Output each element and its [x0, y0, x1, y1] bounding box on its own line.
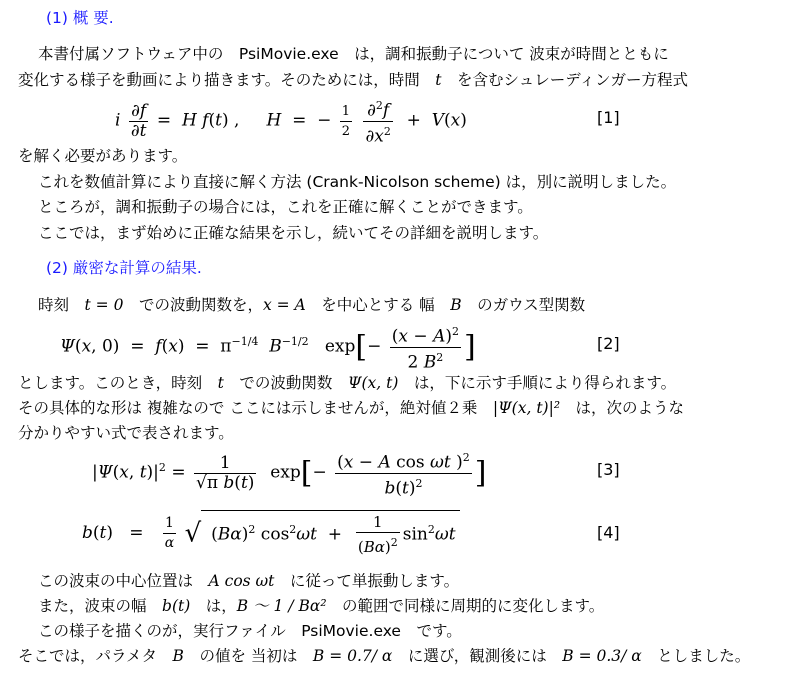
var-b-initial: B = 0.7/ α: [312, 647, 393, 665]
var-x-eq-a: x = A: [262, 296, 306, 314]
equation-2-number: [2]: [597, 334, 620, 353]
var-psi: Ψ(x, t): [347, 374, 399, 392]
text-run: の範囲で同様に周期的に変化します。: [326, 597, 605, 615]
text-run: での波動関数を，: [123, 296, 263, 314]
text-run: 変化する様子を動画により描きます。そのためには，時間: [18, 71, 436, 89]
s2-paragraph3-line3: この様子を描くのが，実行ファイル PsiMovie.exe です。: [38, 622, 462, 640]
text-run: 時刻: [38, 296, 85, 314]
text-run: は，: [190, 597, 237, 615]
var-b-observed: B = 0.3/ α: [562, 647, 642, 665]
s2-paragraph2-line1: [18, 373, 676, 393]
text-run: に選び，観測後には: [392, 647, 563, 665]
text-run: に従って単振動します。: [274, 572, 460, 590]
text-run: その具体的な形は 複雑なので ここには示しませんが，絶対値２乗: [18, 399, 493, 417]
equation-1: i $\frac{\partial f}{\partial t}$ = H f(t) , H = − $\frac{1}{2}$ $\frac{\partial^2f}{\partial x^2}$ + V(x): [115, 99, 467, 147]
text-run: そこでは，パラメタ: [18, 647, 173, 665]
equation-4: b(t) = $\frac{1}{\alpha}$ $√(B\alpha)^2$ $\cos^2\omega t$ + $\frac{1}{(B\alpha)^2}$ $\sin^2\omega t$: [82, 510, 460, 557]
equation-2: Ψ(x, $0) = f(x) = \pi^{-1/4}$ $B^{-1/2}$ exp[− $\frac{(x - A)^2}{2 B^2}$ ]: [60, 325, 476, 373]
var-t-zero: t = 0: [84, 296, 124, 314]
text-run: は，次のような: [560, 399, 685, 417]
text-run: また，波束の幅: [38, 597, 163, 615]
s2-paragraph3-line1: [38, 571, 459, 591]
s1-paragraph1-line2: [18, 70, 688, 90]
s1-paragraph2-line2: ところが，調和振動子の場合には，これを正確に解くことができます。: [38, 198, 533, 216]
text-run: の値を 当初は: [183, 647, 313, 665]
text-run: としました。: [641, 647, 751, 665]
text-run: この波束の中心位置は: [38, 572, 209, 590]
var-b: B: [172, 647, 184, 665]
s1-paragraph2-line3: ここでは，まず始めに正確な結果を示し，続いてその詳細を説明します。: [38, 224, 549, 242]
s2-paragraph2-line2: [18, 398, 684, 418]
s2-paragraph2-line3: 分かりやすい式で表されます。: [18, 424, 234, 442]
section2-heading: (2) 厳密な計算の結果.: [46, 259, 202, 277]
var-t: t: [217, 374, 224, 392]
s1-paragraph1-line1: 本書付属ソフトウェア中の PsiMovie.exe は，調和振動子について 波束が時間とともに: [38, 45, 669, 63]
equation-4-number: [4]: [597, 523, 620, 542]
text-run: は，下に示す手順により得られます。: [398, 374, 677, 392]
var-t: t: [435, 71, 442, 89]
var-range: B ～ 1 / Bα²: [236, 597, 327, 615]
var-b: B: [450, 296, 462, 314]
text-run: とします。このとき，時刻: [18, 374, 218, 392]
text-run: での波動関数: [223, 374, 348, 392]
equation-3: |Ψ(x, $t)|^2$ = $\frac{1}{\text{√π b(t)}}$ exp[− $\frac{(x - A \cos \omega t )^2}{b(t)^2}$ ]: [92, 451, 487, 499]
s1-paragraph2-line1: これを数値計算により直接に解く方法 (Crank-Nicolson scheme) は，別に説明しました。: [38, 173, 677, 191]
text-run: を含むシュレーディンガー方程式: [441, 71, 688, 89]
equation-1-number: [1]: [597, 108, 620, 127]
equation-3-number: [3]: [597, 460, 620, 479]
var-psi-abs-sq: |Ψ(x, t)|²: [492, 399, 561, 417]
text-run: を中心とする 幅: [305, 296, 451, 314]
var-b-t: b(t): [162, 597, 191, 615]
s2-paragraph3-line2: [38, 596, 604, 616]
s2-paragraph3-line4: [18, 646, 750, 666]
s1-after-eq1: を解く必要があります。: [18, 147, 188, 165]
s2-paragraph1: [38, 295, 585, 315]
text-run: のガウス型関数: [461, 296, 586, 314]
var-a-cos-wt: A cos ωt: [208, 572, 275, 590]
section1-heading: (1) 概 要.: [46, 9, 114, 27]
